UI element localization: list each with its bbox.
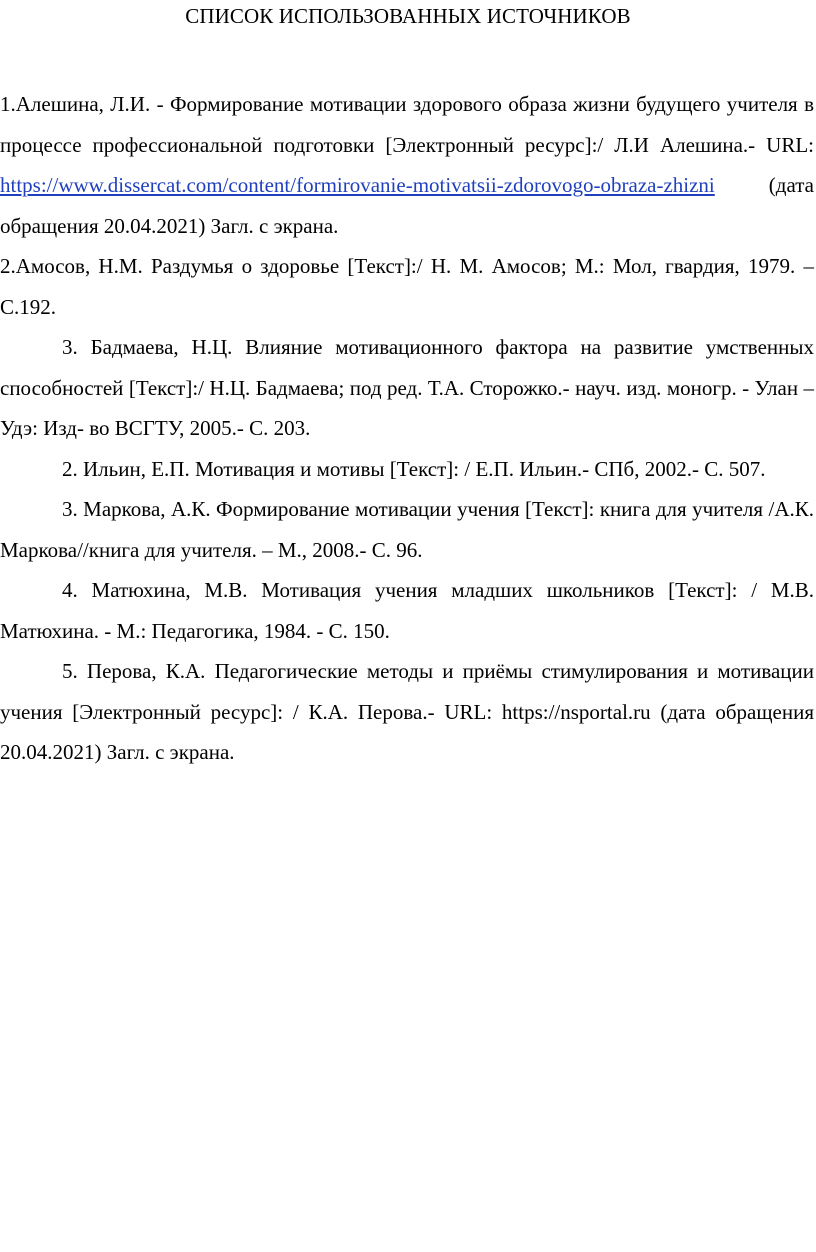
- reference-item-4: 2. Ильин, Е.П. Мотивация и мотивы [Текст]: / Е.П. Ильин.- СПб, 2002.- С. 507.: [62, 456, 766, 481]
- reference-item-2: 2.Амосов, Н.М. Раздумья о здоровье [Текст]:/ Н. М. Амосов; М.: Мол, гвардия, 1979. – С.192.: [0, 254, 814, 319]
- reference-item-1: [0, 84, 814, 246]
- reference-item-6: 4. Матюхина, М.В. Мотивация учения младших школьников [Текст]: / М.В. Матюхина. - М.: Педагогика, 1984. - С. 150.: [0, 578, 814, 643]
- reference-list: [0, 84, 814, 773]
- reference-item-7: 5. Перова, К.А. Педагогические методы и приёмы стимулирования и мотивации учения [Электронный ресурс]: / К.А. Перова.- URL: https://nsportal.ru (дата обращения 20.04.2021) Загл. с экрана.: [0, 659, 814, 764]
- reference-1-text-end: (дата обращения 20.04.2021) Загл. с экрана.: [0, 173, 814, 238]
- reference-1-text-start: 1.Алешина, Л.И. - Формирование мотивации здорового образа жизни будущего учителя в процессе профессиональной подготовки [Электронный ресурс]:/ Л.И Алешина.- URL:: [0, 92, 814, 157]
- page-title: СПИСОК ИСПОЛЬЗОВАННЫХ ИСТОЧНИКОВ: [185, 4, 631, 28]
- reference-item-3: 3. Бадмаева, Н.Ц. Влияние мотивационного фактора на развитие умственных способностей [Текст]:/ Н.Ц. Бадмаева; под ред. Т.А. Сторожко.- науч. изд. моногр. - Улан – Удэ: Изд- во ВСГТУ, 2005.- С. 203.: [0, 335, 814, 440]
- reference-item-5: 3. Маркова, А.К. Формирование мотивации учения [Текст]: книга для учителя /А.К. Маркова//книга для учителя. – М., 2008.- С. 96.: [0, 497, 814, 562]
- reference-1-link[interactable]: https://www.dissercat.com/content/formirovanie-motivatsii-zdorovogo-obraza-zhizni: [0, 173, 715, 197]
